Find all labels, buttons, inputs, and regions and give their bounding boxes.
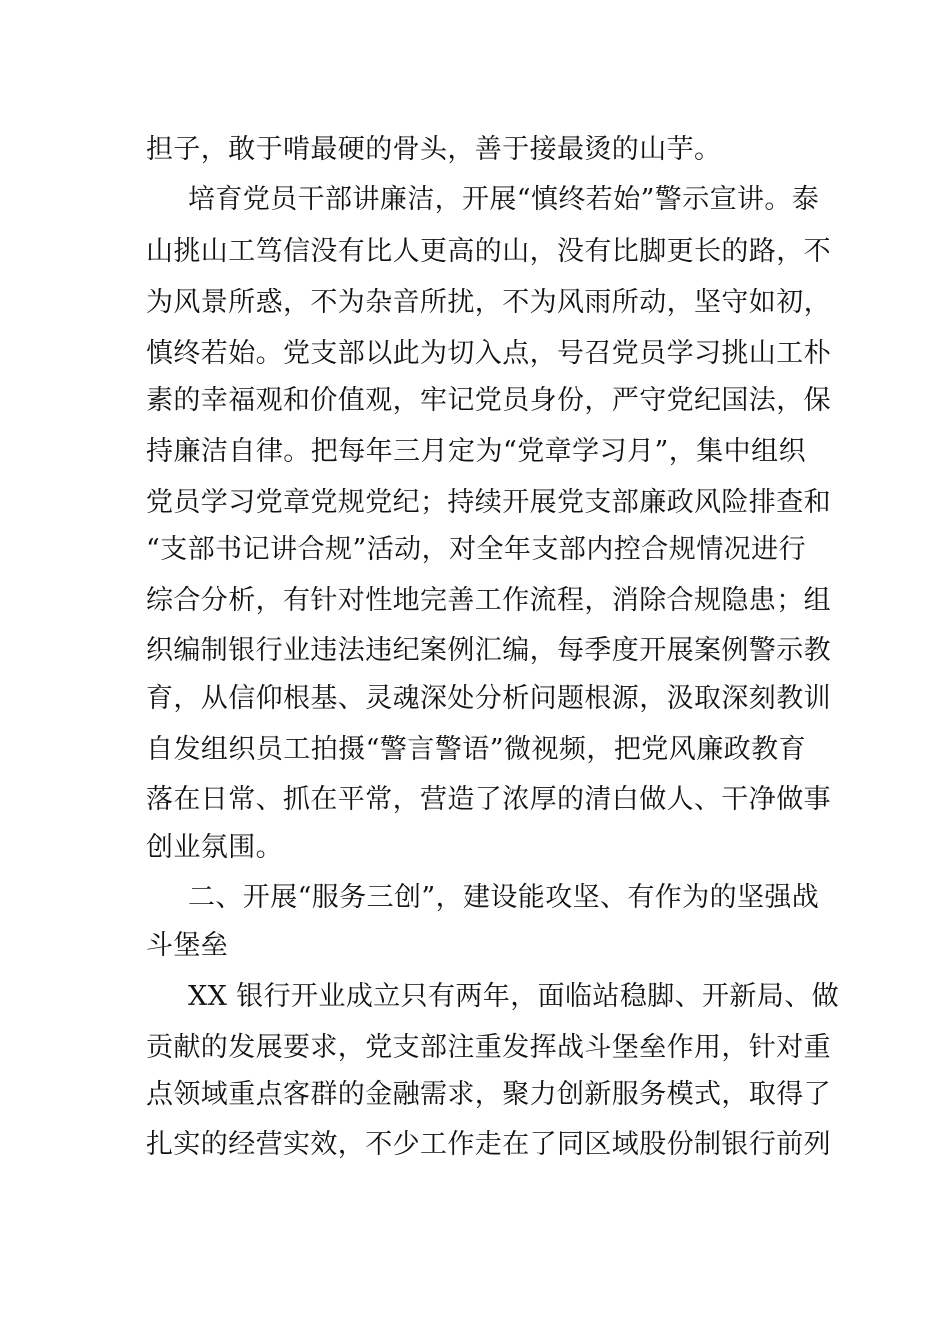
- text-line: 创业氛围。: [146, 832, 283, 863]
- text-line: 为风景所惑，不为杂音所扰，不为风雨所动，坚守如初，: [146, 287, 831, 318]
- text-line: 落在日常、抓在平常，营造了浓厚的清白做人、干净做事: [146, 784, 831, 815]
- paragraph-first-line: 培育党员干部讲廉洁，开展“慎终若始”警示宣讲。泰: [188, 184, 820, 215]
- text-line: “支部书记讲合规”活动，对全年支部内控合规情况进行: [146, 534, 806, 565]
- text-line: 素的幸福观和价值观，牢记党员身份，严守党纪国法，保: [146, 385, 831, 416]
- text-line: 自发组织员工拍摄“警言警语”微视频，把党风廉政教育: [146, 734, 806, 765]
- text-line: 育，从信仰根基、灵魂深处分析问题根源，汲取深刻教训: [146, 683, 831, 714]
- text-line: 山挑山工笃信没有比人更高的山，没有比脚更长的路，不: [146, 236, 831, 267]
- text-line: 综合分析，有针对性地完善工作流程，消除合规隐患；组: [146, 585, 831, 616]
- text-line: 担子，敢于啃最硬的骨头，善于接最烫的山芋。: [146, 134, 722, 165]
- text-line: 持廉洁自律。把每年三月定为“党章学习月”，集中组织: [146, 436, 806, 467]
- text-line: 点领域重点客群的金融需求，聚力创新服务模式，取得了: [146, 1079, 831, 1110]
- text-line: 织编制银行业违法违纪案例汇编，每季度开展案例警示教: [146, 635, 831, 666]
- section-heading-continuation: 斗堡垒: [146, 930, 229, 961]
- paragraph-first-line: XX 银行开业成立只有两年，面临站稳脚、开新局、做: [188, 981, 840, 1012]
- text-line: 党员学习党章党规党纪；持续开展党支部廉政风险排查和: [146, 487, 831, 518]
- text-line: 贡献的发展要求，党支部注重发挥战斗堡垒作用，针对重: [146, 1032, 831, 1063]
- text-line: 慎终若始。党支部以此为切入点，号召党员学习挑山工朴: [146, 338, 831, 369]
- section-heading: 二、开展“服务三创”，建设能攻坚、有作为的坚强战: [188, 882, 820, 913]
- text-line: 扎实的经营实效，不少工作走在了同区域股份制银行前列: [146, 1129, 831, 1160]
